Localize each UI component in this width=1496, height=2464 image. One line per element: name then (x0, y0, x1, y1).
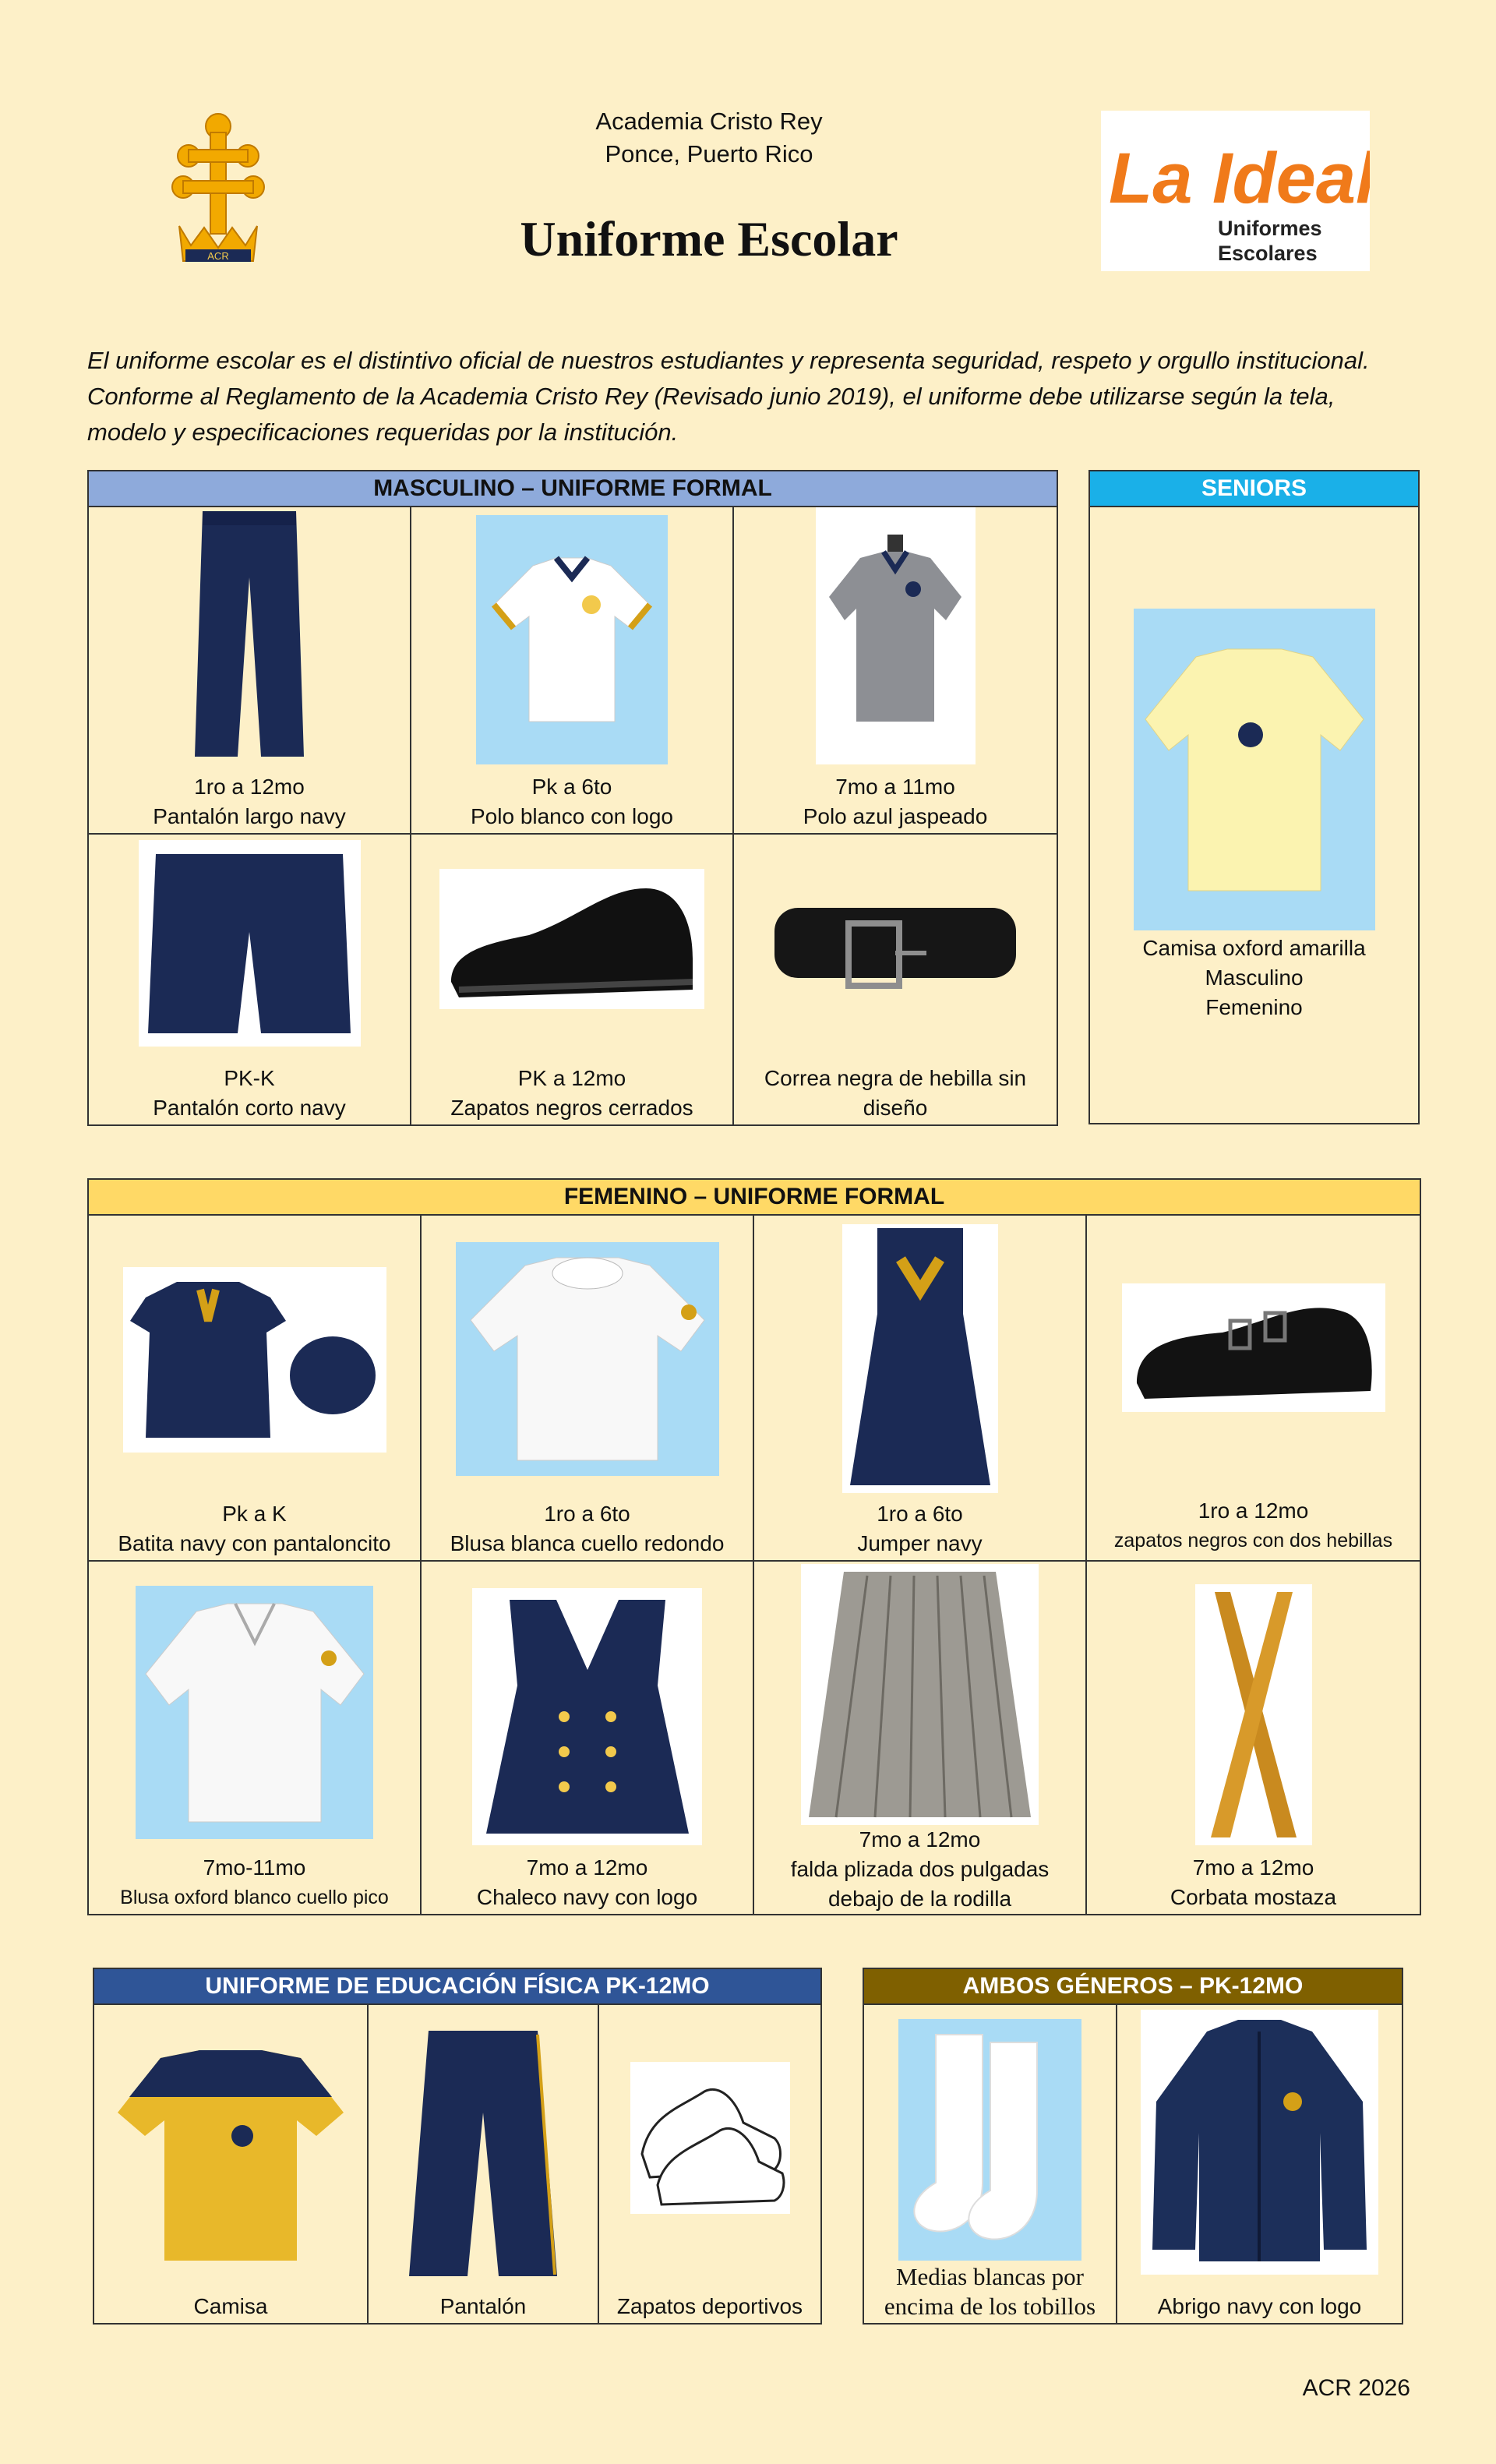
item-polo-azul: 7mo a 11mo Polo azul jaspeado (733, 507, 1057, 834)
item-polo-blanco: Pk a 6to Polo blanco con logo (411, 507, 733, 834)
ambos-generos-table (863, 1968, 1403, 2325)
footer-label: ACR 2026 (1302, 2375, 1410, 2401)
item-chaleco: 7mo a 12mo Chaleco navy con logo (421, 1561, 753, 1915)
vendor-logo (1101, 111, 1370, 271)
masculino-table (87, 470, 1058, 1126)
item-blusa-redondo: 1ro a 6to Blusa blanca cuello redondo (421, 1215, 753, 1561)
mustard-tie-image (1195, 1584, 1312, 1845)
navy-jumper-image (842, 1224, 998, 1493)
long-pants-image (187, 507, 312, 764)
navy-jacket-image (1141, 2010, 1378, 2275)
navy-vest-image (472, 1588, 702, 1845)
item-camisa-oxford: Camisa oxford amarilla Masculino Femenino (1089, 507, 1419, 1124)
crest-text: ACR (207, 250, 229, 262)
item-pantalon-largo: 1ro a 12mo Pantalón largo navy (88, 507, 411, 834)
pe-shirt-image (114, 2042, 348, 2268)
item-zapatos-deportivos: Zapatos deportivos (598, 2004, 821, 2324)
black-shoes-image (439, 869, 704, 1009)
pleated-skirt-image (801, 1564, 1039, 1825)
seniors-header: SENIORS (1089, 471, 1419, 507)
item-abrigo: Abrigo navy con logo (1117, 2004, 1402, 2324)
item-zapatos: PK a 12mo Zapatos negros cerrados (411, 834, 733, 1125)
femenino-header: FEMENINO – UNIFORME FORMAL (88, 1179, 1420, 1215)
buckle-shoes-image (1122, 1283, 1385, 1412)
page-title: Uniforme Escolar (520, 211, 898, 267)
white-polo-image (476, 515, 668, 764)
item-falda: 7mo a 12mo falda plizada dos pulgadas debajo de la rodilla (753, 1561, 1086, 1915)
sneakers-image (630, 2062, 790, 2214)
vendor-logo-sub2: Escolares (1218, 242, 1318, 265)
vendor-logo-sub1: Uniformes (1218, 217, 1322, 240)
oxford-blouse-image (136, 1586, 373, 1839)
item-jumper: 1ro a 6to Jumper navy (753, 1215, 1086, 1561)
school-location: Ponce, Puerto Rico (605, 140, 813, 168)
belt-image (767, 892, 1024, 1009)
educacion-fisica-table (93, 1968, 822, 2325)
item-blusa-pico: 7mo-11mo Blusa oxford blanco cuello pico (88, 1561, 421, 1915)
item-medias: Medias blancas por encima de los tobillos (863, 2004, 1117, 2324)
item-corbata: 7mo a 12mo Corbata mostaza (1086, 1561, 1420, 1915)
white-socks-image (898, 2019, 1081, 2261)
yellow-oxford-image (1134, 609, 1375, 930)
item-pantalon-corto: PK-K Pantalón corto navy (88, 834, 411, 1125)
item-correa: Correa negra de hebilla sin diseño (733, 834, 1057, 1125)
item-zapatos-hebillas: 1ro a 12mo zapatos negros con dos hebillas (1086, 1215, 1420, 1561)
masculino-header: MASCULINO – UNIFORME FORMAL (88, 471, 1057, 507)
shorts-image (139, 840, 361, 1047)
seniors-table (1088, 470, 1420, 1124)
item-pantalon-ef: Pantalón (368, 2004, 598, 2324)
vendor-logo-wordmark: La Ideal (1109, 139, 1370, 218)
educacion-fisica-header: UNIFORME DE EDUCACIÓN FÍSICA PK-12MO (94, 1968, 821, 2004)
school-name: Academia Cristo Rey (595, 108, 823, 135)
white-blouse-image (456, 1242, 719, 1476)
ambos-generos-header: AMBOS GÉNEROS – PK-12MO (863, 1968, 1402, 2004)
femenino-table (87, 1178, 1421, 1915)
item-camisa-ef: Camisa (94, 2004, 368, 2324)
pe-pants-image (405, 2027, 561, 2284)
intro-paragraph: El uniforme escolar es el distintivo oficial de nuestros estudiantes y representa seguridad, respeto y orgullo institucional. Conforme al Reglamento de la Academia Cristo Rey (Revisado junio 2019), el uniforme debe utilizarse según la tela, modelo y especificaciones requeridas por la institución. (87, 347, 1370, 446)
grey-polo-image (816, 507, 976, 764)
navy-dress-image (123, 1267, 386, 1453)
item-batita: Pk a K Batita navy con pantaloncito (88, 1215, 421, 1561)
